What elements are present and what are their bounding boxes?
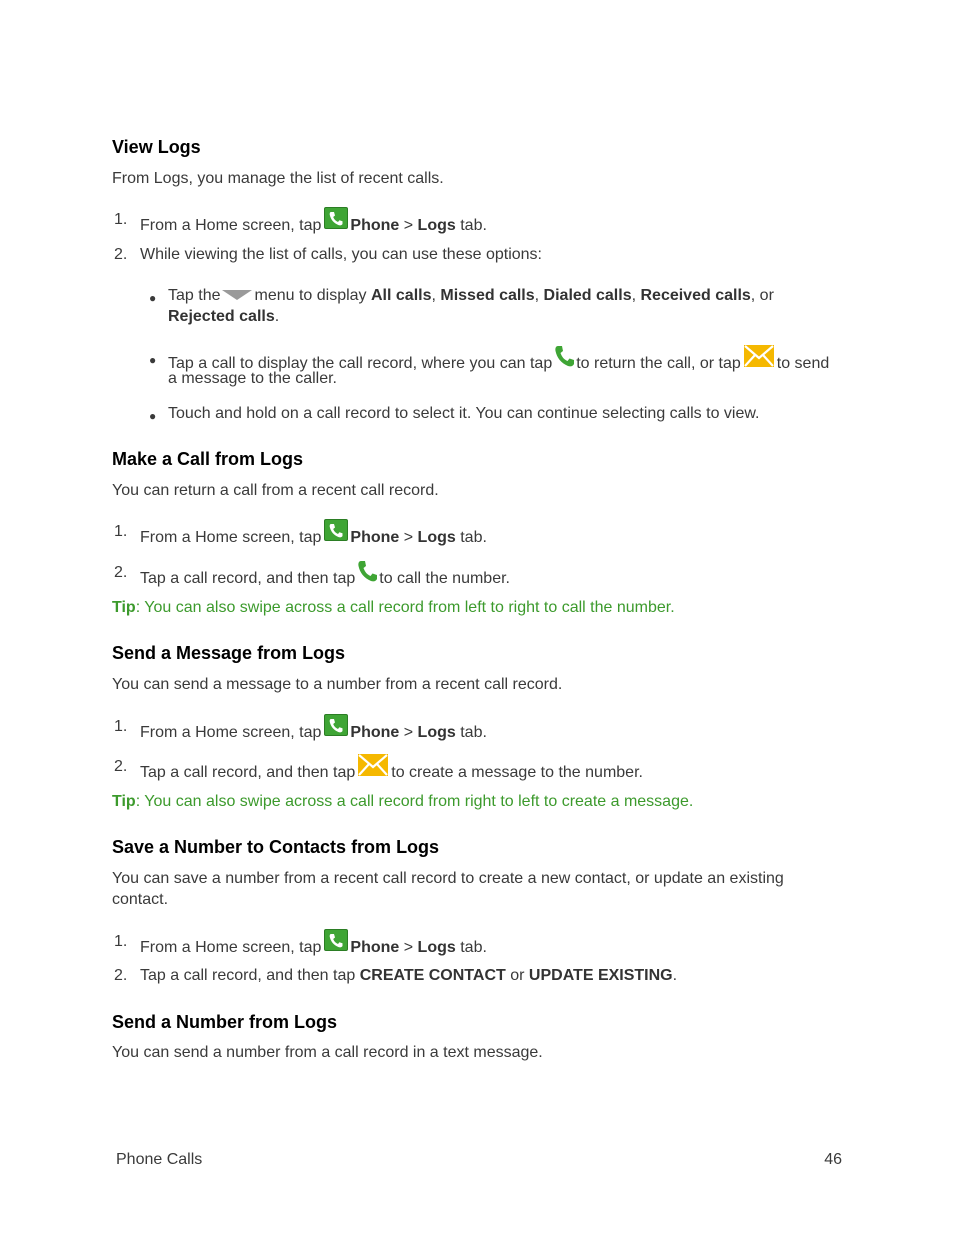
bullet-text: . xyxy=(274,308,280,325)
make-a-call-intro: You can return a call from a recent call record. xyxy=(112,482,439,499)
send-a-message-step-1 xyxy=(140,718,487,742)
bullet-text: menu to display xyxy=(254,287,367,304)
step-number: 2. xyxy=(114,967,128,984)
envelope-icon xyxy=(744,345,774,367)
step-text: Tap a call record, and then tap xyxy=(140,967,356,984)
save-a-number-step-2 xyxy=(140,967,677,985)
phone-handset-icon xyxy=(554,345,574,367)
send-a-message-tip xyxy=(112,793,693,811)
phone-handset-icon xyxy=(357,560,377,582)
separator: > xyxy=(403,724,414,741)
footer-section-name: Phone Calls xyxy=(116,1151,203,1168)
all-calls-label: All calls xyxy=(371,287,432,304)
bullet: ● xyxy=(149,353,157,367)
tip-label: Tip xyxy=(112,599,136,616)
separator: > xyxy=(403,529,414,546)
save-a-number-step-1 xyxy=(140,933,487,957)
step-number: 1. xyxy=(114,523,128,540)
view-logs-step-2: While viewing the list of calls, you can use these options: xyxy=(140,246,542,263)
phone-label: Phone xyxy=(350,724,400,741)
step-text: From a Home screen, tap xyxy=(140,529,322,546)
bullet-text: , or xyxy=(750,287,774,304)
view-logs-step-1 xyxy=(140,211,487,235)
make-a-call-step-2 xyxy=(140,564,510,588)
step-number: 1. xyxy=(114,718,128,735)
tip-text: : You can also swipe across a call record from left to right to call the number. xyxy=(135,599,675,616)
tip-label: Tip xyxy=(112,793,136,810)
step-text: tab. xyxy=(460,529,487,546)
save-a-number-intro: You can save a number from a recent call record to create a new contact, or update an existing xyxy=(112,870,784,887)
phone-app-icon xyxy=(324,714,348,736)
bullet: ● xyxy=(149,291,157,305)
save-a-number-intro-line-2: contact. xyxy=(112,891,169,908)
create-contact-label: CREATE CONTACT xyxy=(359,967,506,984)
logs-label: Logs xyxy=(417,724,456,741)
received-calls-label: Received calls xyxy=(640,287,751,304)
step-text: From a Home screen, tap xyxy=(140,217,322,234)
step-text: tab. xyxy=(460,939,487,956)
phone-app-icon xyxy=(324,207,348,229)
dropdown-triangle-icon xyxy=(222,289,252,301)
step-number: 1. xyxy=(114,933,128,950)
phone-label: Phone xyxy=(350,939,400,956)
send-a-number-intro: You can send a number from a call record in a text message. xyxy=(112,1044,543,1061)
make-a-call-step-1 xyxy=(140,523,487,547)
bullet-text: to send xyxy=(776,355,830,372)
section-title-view-logs: View Logs xyxy=(112,137,201,157)
separator: > xyxy=(403,939,414,956)
section-title-send-a-number: Send a Number from Logs xyxy=(112,1012,338,1032)
step-text: From a Home screen, tap xyxy=(140,724,322,741)
missed-calls-label: Missed calls xyxy=(440,287,535,304)
logs-label: Logs xyxy=(417,939,456,956)
step-text: Tap a call record, and then tap xyxy=(140,570,356,587)
footer-page-number: 46 xyxy=(824,1151,842,1168)
step-text: to create a message to the number. xyxy=(391,764,643,781)
step-number: 2. xyxy=(114,564,128,581)
view-logs-bullet-2-line-2: a message to the caller. xyxy=(168,370,337,387)
step-text: From a Home screen, tap xyxy=(140,939,322,956)
section-title-make-a-call: Make a Call from Logs xyxy=(112,449,304,469)
logs-label: Logs xyxy=(417,529,456,546)
bullet: ● xyxy=(149,409,157,423)
view-logs-intro: From Logs, you manage the list of recent calls. xyxy=(112,170,444,187)
view-logs-bullet-1-line-2 xyxy=(168,308,279,326)
update-existing-label: UPDATE EXISTING xyxy=(528,967,673,984)
bullet-text: to return the call, or tap xyxy=(576,355,741,372)
envelope-icon xyxy=(358,754,388,776)
step-text: to call the number. xyxy=(379,570,510,587)
phone-app-icon xyxy=(324,519,348,541)
view-logs-bullet-1: Tap the menu to display All calls, Missed calls, Dialed calls, Received calls, or xyxy=(168,287,774,304)
logs-label: Logs xyxy=(417,217,456,234)
phone-label: Phone xyxy=(350,529,400,546)
bullet-text: Tap a call to display the call record, where you can tap xyxy=(168,355,553,372)
separator: > xyxy=(403,217,414,234)
step-text: tab. xyxy=(460,724,487,741)
step-number: 1. xyxy=(114,211,128,228)
phone-label: Phone xyxy=(350,217,400,234)
rejected-calls-label: Rejected calls xyxy=(168,308,275,325)
dialed-calls-label: Dialed calls xyxy=(543,287,632,304)
view-logs-bullet-3: Touch and hold on a call record to select it. You can continue selecting calls to view. xyxy=(168,405,760,422)
section-title-send-a-message: Send a Message from Logs xyxy=(112,643,346,663)
send-a-message-intro: You can send a message to a number from a recent call record. xyxy=(112,676,563,693)
step-text: Tap a call record, and then tap xyxy=(140,764,356,781)
send-a-message-step-2 xyxy=(140,758,643,782)
step-text: or xyxy=(510,967,525,984)
phone-app-icon xyxy=(324,929,348,951)
step-number: 2. xyxy=(114,246,128,263)
bullet-text: Tap the xyxy=(168,287,221,304)
tip-text: : You can also swipe across a call record from right to left to create a message. xyxy=(135,793,694,810)
make-a-call-tip xyxy=(112,599,675,617)
step-text: tab. xyxy=(460,217,487,234)
step-number: 2. xyxy=(114,758,128,775)
section-title-save-a-number: Save a Number to Contacts from Logs xyxy=(112,837,440,857)
step-text: . xyxy=(672,967,678,984)
